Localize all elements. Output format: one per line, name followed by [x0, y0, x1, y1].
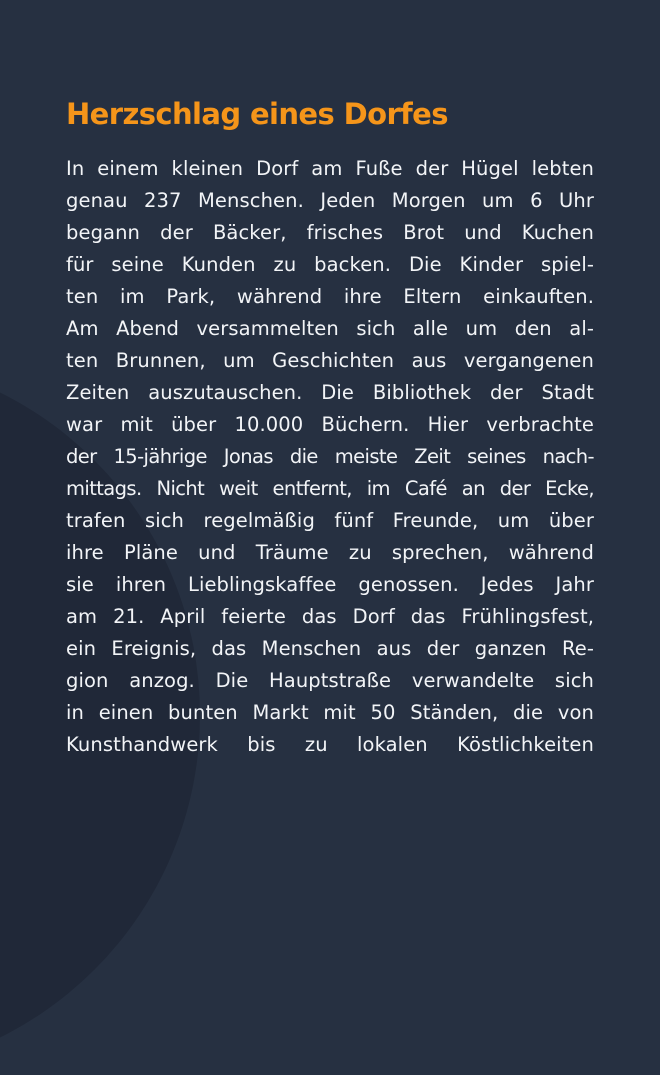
article: [66, 96, 594, 761]
body-line: gion anzog. Die Hauptstraße verwandelte sich: [66, 669, 594, 692]
body-line: der 15-jährige Jonas die meiste Zeit seines nach-: [66, 445, 594, 468]
article-body: [66, 153, 594, 761]
body-line: für seine Kunden zu backen. Die Kinder spiel-: [66, 253, 594, 276]
body-line: ten im Park, während ihre Eltern einkauften.: [66, 285, 594, 308]
body-line: sie ihren Lieblingskaffee genossen. Jedes Jahr: [66, 573, 594, 596]
body-line: mittags. Nicht weit entfernt, im Café an der Ecke,: [66, 477, 594, 500]
body-line: In einem kleinen Dorf am Fuße der Hügel lebten: [66, 157, 594, 180]
body-line: genau 237 Menschen. Jeden Morgen um 6 Uhr: [66, 189, 594, 212]
body-line: ten Brunnen, um Geschichten aus vergangenen: [66, 349, 594, 372]
body-line: in einen bunten Markt mit 50 Ständen, die von: [66, 701, 594, 724]
body-line: ein Ereignis, das Menschen aus der ganzen Re-: [66, 637, 594, 660]
body-line: ihre Pläne und Träume zu sprechen, während: [66, 541, 594, 564]
body-line: Am Abend versammelten sich alle um den al-: [66, 317, 594, 340]
body-line: trafen sich regelmäßig fünf Freunde, um über: [66, 509, 594, 532]
body-line: war mit über 10.000 Büchern. Hier verbrachte: [66, 413, 594, 436]
body-line: begann der Bäcker, frisches Brot und Kuchen: [66, 221, 594, 244]
article-title: Herzschlag eines Dorfes: [66, 97, 448, 131]
body-line: am 21. April feierte das Dorf das Frühlingsfest,: [66, 605, 594, 628]
body-line: Kunsthandwerk bis zu lokalen Köstlichkeiten: [66, 733, 594, 756]
body-line: Zeiten auszutauschen. Die Bibliothek der Stadt: [66, 381, 594, 404]
